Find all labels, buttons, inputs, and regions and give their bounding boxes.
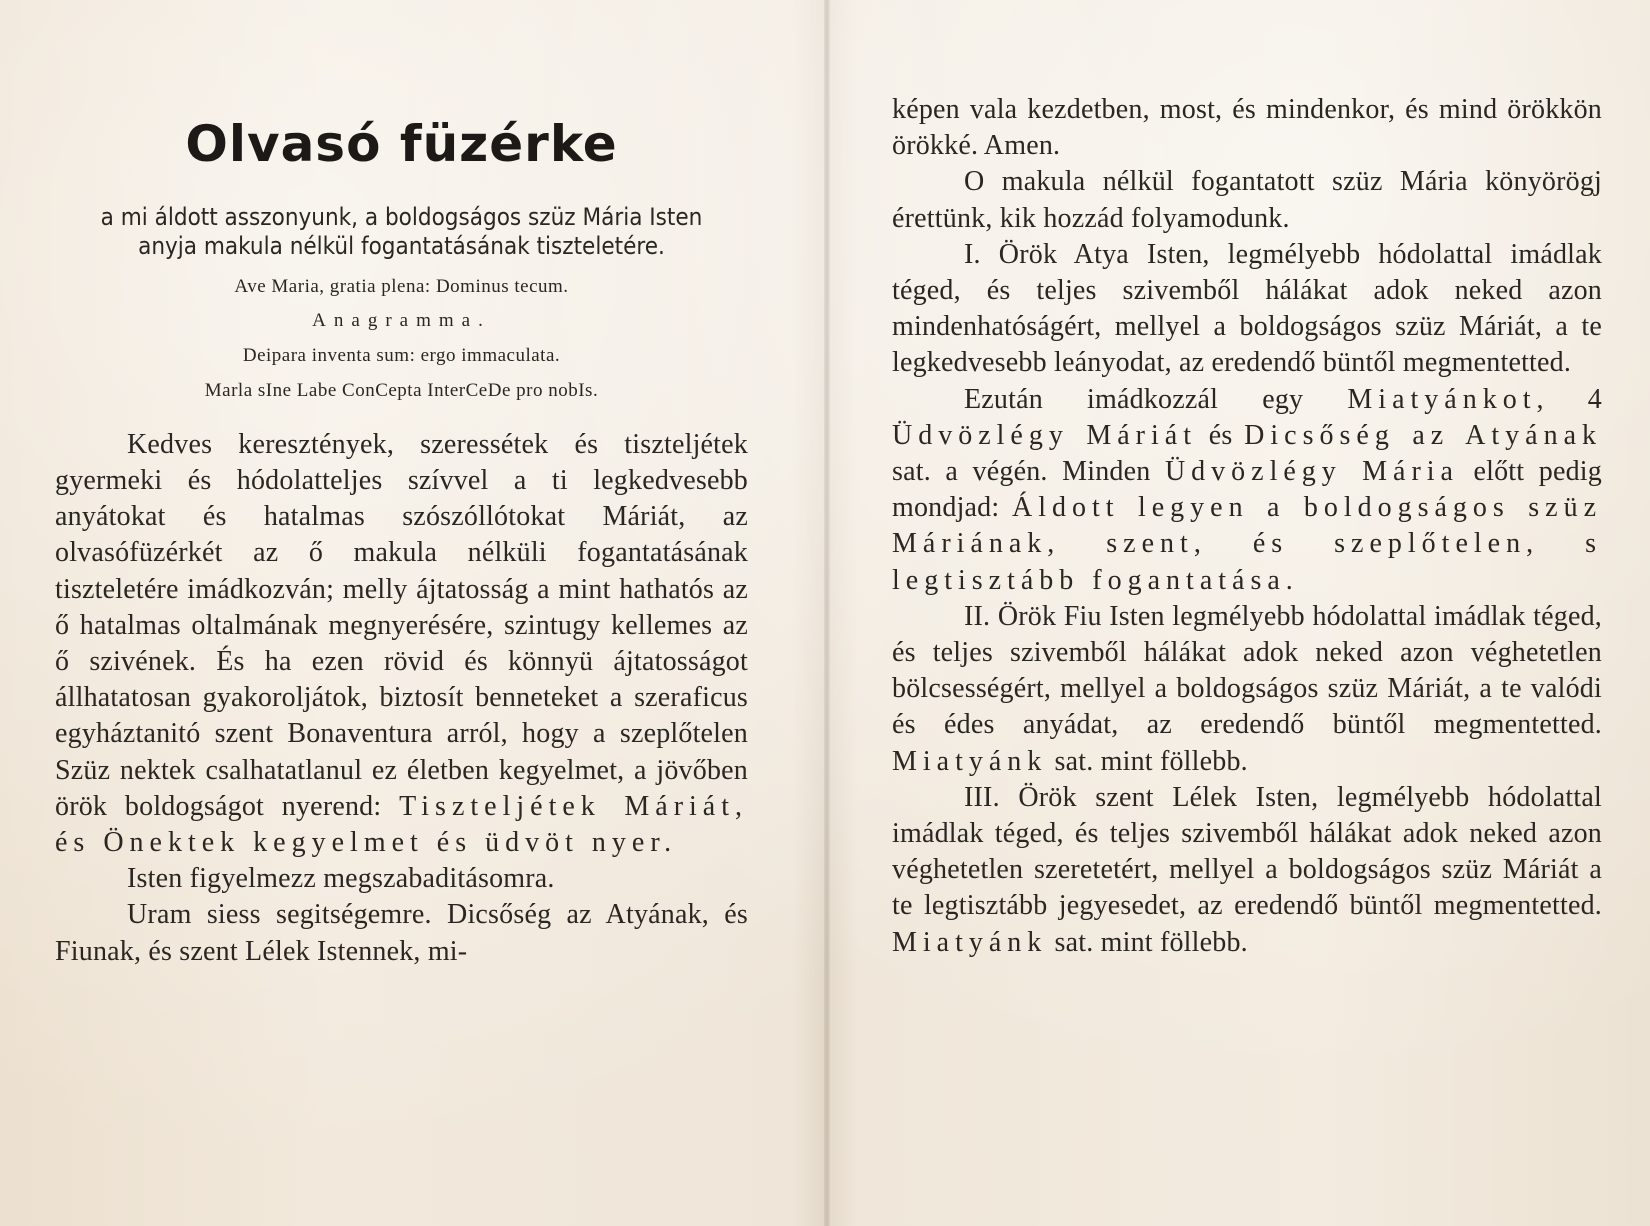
anagram-line-2: Marla sIne Labe ConCepta InterCeDe pro nobIs. [204,379,599,401]
prayer-son-miatyank: Miatyánk [892,745,1048,777]
right-page [826,0,1650,1226]
instruction-paragraph [892,382,1602,599]
subtitle-line-2: anyja makula nélkül fogantatásának tiszteletére. [138,232,665,261]
intro-spaced-text: Tiszteljétek Máriát, és Önektek kegyelmet és üdvöt nyer. [55,790,749,858]
instruction-udvozlegy-2: Üdvözlégy Mária [1164,456,1459,488]
instruction-udvozlegy: Üdvözlégy Máriát [892,419,1197,451]
instruction-start: Ezután imádkozzál egy [964,383,1304,415]
instruction-miatyank: Miatyánkot [1347,383,1537,415]
prayer-father: I. Örök Atya Isten, legmélyebb hódolattal imádlak téged, és teljes szivemből hálákat adok neked azon mindenhatóságért, mellyel a boldogságos szüz Máriát, a te legkedvesebb leányodat, az eredendő büntől megmentetted. [892,238,1602,379]
instruction-mid: sat. a végén. Minden [892,456,1151,488]
prayer-son [892,599,1602,780]
prayer-spirit-text: III. Örök szent Lélek Isten, legmélyebb hódolattal imádlak téged, és teljes szivemből hálákat adok neked azon véghetetlen szeretetért, mellyel a boldogságos szüz Máriát a te legtisztább jegyesedet, az eredendő büntől megmentetted. [892,781,1602,922]
doxology-end: képen vala kezdetben, most, és mindenkor, és mind örökkön örökké. Amen. [892,94,1602,162]
subtitle [55,203,748,262]
anagram-line-1: Deipara inventa sum: ergo immaculata. [242,345,561,367]
prayer-spirit-end: sat. mint föllebb. [1054,926,1248,958]
subtitle-line-1: a mi áldott asszonyunk, a boldogságos szüz Mária Isten [100,203,703,231]
invocation-paragraph: O makula nélkül fogantatott szüz Mária könyörögj érettünk, kik hozzád folyamodunk. [892,166,1602,234]
intro-paragraph [55,427,748,861]
instruction-and: és [1208,419,1233,451]
prayer-spirit-miatyank: Miatyánk [892,926,1048,958]
instruction-before: előtt pedig mondjad: [892,456,1602,524]
right-body [892,92,1602,961]
isten-line: Isten figyelmezz megszabaditásomra. [127,863,555,895]
uram-line: Uram siess segitségemre. Dicsőség az Atyának, és Fiunak, és szent Lélek Istennek, mi- [55,899,748,967]
anagram-heading: Anagramma. [312,310,491,332]
left-body [55,427,748,970]
prayer-son-text: II. Örök Fiu Isten legmélyebb hódolattal imádlak téged, és teljes szivemből hálákat adok neked azon véghetetlen bölcsességért, mellyel a boldogságos szüz Máriát, a te valódi és édes anyádat, az eredendő büntől megmentetted. [892,600,1602,741]
prayer-son-end: sat. mint föllebb. [1054,745,1248,777]
prayer-spirit [892,780,1602,961]
page-title: Olvasó füzérke [185,115,618,173]
instruction-dicsoseg: Dicsőség az Atyának [1244,419,1602,451]
ave-maria-line: Ave Maria, gratia plena: Dominus tecum. [234,275,569,297]
instruction-aldott: Áldott legyen a boldogságos szüz Máriának, szent, és szeplőtelen, s legtisztább fogantatása. [892,492,1602,596]
intro-text: Kedves keresztények, szeressétek és tiszteljétek gyermeki és hódolatteljes szívvel a ti legkedvesebb anyátokat és hatalmas szószóllótokat Máriát, az olvasófüzérkét az ő makula nélküli fogantatásának tiszteletére imádkozván; melly ájtatosság a mint hathatós az ő hatalmas oltalmának megnyerésére, szintugy kellemes az ő szivének. És ha ezen rövid és könnyü ájtatosságot állhatatosan gyakoroljátok, biztosít benneteket a szeraficus egyháztanitó szent Bonaventura arról, hogy a szeplőtelen Szüz nektek csalhatatlanul ez életben kegyelmet, a jövőben örök boldogságot nyerend: [55,428,748,822]
instruction-count: , 4 [1536,383,1603,415]
